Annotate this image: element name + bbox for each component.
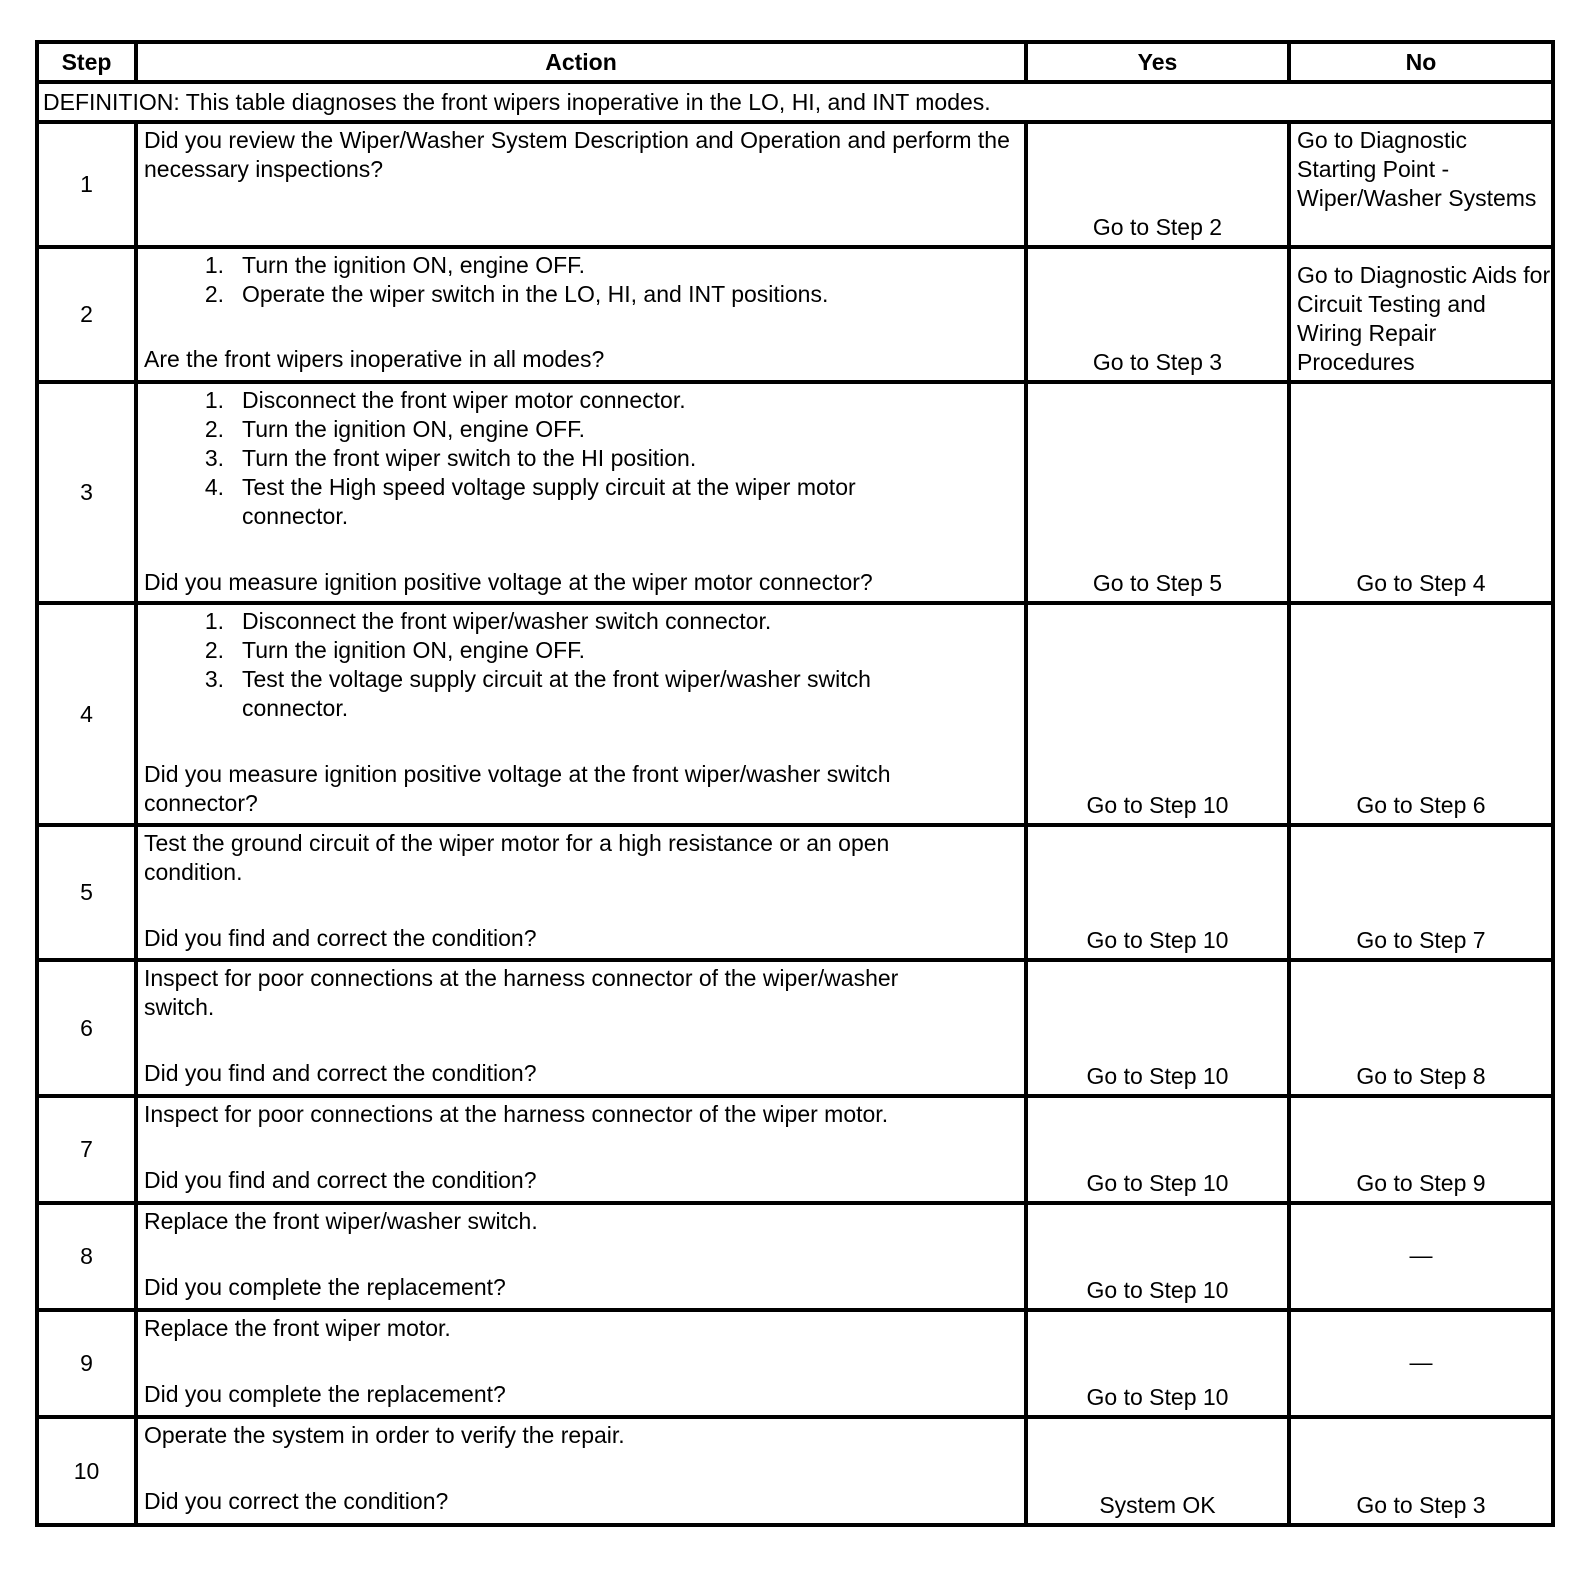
no-cell: — [1289,1203,1553,1310]
question-text: Did you find and correct the condition? [144,1060,537,1086]
table-row [37,247,1553,382]
question-text: Did you complete the replacement? [144,1274,506,1300]
table-row [37,825,1553,960]
action-cell [136,1203,1026,1310]
no-cell: Go to Step 4 [1289,382,1553,603]
list-item: 1. Disconnect the front wiper motor connector. [204,387,686,413]
yes-cell: Go to Step 10 [1026,603,1289,825]
list-item: 2. Turn the ignition ON, engine OFF. [204,416,586,442]
question-text: Did you measure ignition positive voltage at the front wiper/washer switch connector? [144,761,891,816]
header-no: No [1289,42,1553,82]
header-yes: Yes [1026,42,1289,82]
action-text: Test the ground circuit of the wiper motor for a high resistance or an open condition. [144,830,890,885]
step-number: 10 [37,1417,136,1525]
action-cell [136,1096,1026,1203]
header-action: Action [136,42,1026,82]
instruction-list [144,251,1018,309]
step-number: 1 [37,122,136,247]
instruction-list [144,607,1018,723]
definition-text: DEFINITION: This table diagnoses the front wipers inoperative in the LO, HI, and INT modes. [37,82,1553,122]
action-text: Did you review the Wiper/Washer System Description and Operation and perform the necessary inspections? [144,127,1010,182]
action-cell [136,1310,1026,1417]
step-number: 4 [37,603,136,825]
question-text: Did you complete the replacement? [144,1381,506,1407]
no-cell: Go to Step 7 [1289,825,1553,960]
question-text: Did you correct the condition? [144,1488,449,1514]
yes-cell: Go to Step 10 [1026,960,1289,1096]
yes-cell: Go to Step 10 [1026,1310,1289,1417]
action-cell [136,382,1026,603]
yes-cell: Go to Step 3 [1026,247,1289,382]
table-row [37,1096,1553,1203]
table-row [37,603,1553,825]
diagnostic-table [35,40,1555,1527]
action-text: Inspect for poor connections at the harness connector of the wiper/washer switch. [144,965,899,1020]
no-cell: Go to Step 9 [1289,1096,1553,1203]
question-text: Did you find and correct the condition? [144,925,537,951]
question-text: Did you find and correct the condition? [144,1167,537,1193]
step-number: 3 [37,382,136,603]
step-number: 7 [37,1096,136,1203]
no-cell: Go to Step 6 [1289,603,1553,825]
table-row [37,1203,1553,1310]
no-cell: Go to Step 3 [1289,1417,1553,1525]
step-number: 9 [37,1310,136,1417]
action-text: Replace the front wiper/washer switch. [144,1208,538,1234]
action-text: Operate the system in order to verify the repair. [144,1422,625,1448]
no-cell: Go to Diagnostic Starting Point - Wiper/Washer Systems [1289,122,1553,247]
list-item: 3. Turn the front wiper switch to the HI position. [204,445,697,471]
header-step: Step [37,42,136,82]
question-text: Did you measure ignition positive voltage at the wiper motor connector? [144,569,873,595]
action-cell [136,960,1026,1096]
yes-cell: Go to Step 2 [1026,122,1289,247]
action-cell [136,1417,1026,1525]
list-item: 2. Turn the ignition ON, engine OFF. [204,637,586,663]
table-row [37,1310,1553,1417]
action-cell [136,122,1026,247]
step-number: 8 [37,1203,136,1310]
list-item: 3. Test the voltage supply circuit at the front wiper/washer switch connector. [204,666,871,721]
question-text: Are the front wipers inoperative in all modes? [144,346,605,372]
action-cell [136,247,1026,382]
list-item: 1. Disconnect the front wiper/washer switch connector. [204,608,772,634]
action-cell [136,825,1026,960]
no-cell: Go to Step 8 [1289,960,1553,1096]
step-number: 6 [37,960,136,1096]
action-text: Replace the front wiper motor. [144,1315,451,1341]
instruction-list [144,386,1018,531]
step-number: 2 [37,247,136,382]
yes-cell: Go to Step 10 [1026,825,1289,960]
list-item: 1. Turn the ignition ON, engine OFF. [204,252,586,278]
table-row [37,1417,1553,1525]
yes-cell: Go to Step 10 [1026,1096,1289,1203]
yes-cell: Go to Step 10 [1026,1203,1289,1310]
list-item: 2. Operate the wiper switch in the LO, HI, and INT positions. [204,281,829,307]
no-cell: Go to Diagnostic Aids for Circuit Testing and Wiring Repair Procedures [1289,247,1553,382]
action-cell [136,603,1026,825]
no-cell: — [1289,1310,1553,1417]
definition-row [37,82,1553,122]
yes-cell: System OK [1026,1417,1289,1525]
table-row [37,122,1553,247]
header-row [37,42,1553,82]
action-text: Inspect for poor connections at the harness connector of the wiper motor. [144,1101,889,1127]
list-item: 4. Test the High speed voltage supply circuit at the wiper motor connector. [204,474,856,529]
step-number: 5 [37,825,136,960]
table-row [37,382,1553,603]
yes-cell: Go to Step 5 [1026,382,1289,603]
table-row [37,960,1553,1096]
